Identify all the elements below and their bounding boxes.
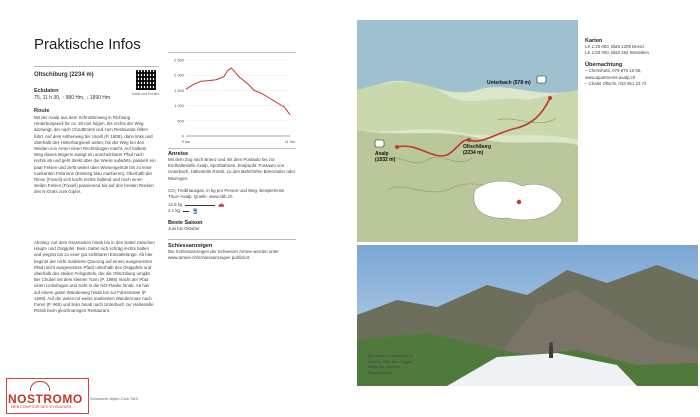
logo-text: NOSTROMO	[8, 392, 83, 406]
route-heading: Route	[34, 108, 50, 114]
location-marker	[517, 200, 521, 204]
co2-car-bar	[185, 205, 215, 207]
saison-heading: Beste Saison	[168, 219, 203, 226]
uebernachtung-line-3: – Chalet Oltschi, 033 951 23 74	[585, 80, 647, 86]
co2-car-value: 12.8 kg	[168, 202, 183, 208]
qr-code[interactable]	[136, 70, 156, 90]
y-tick-label: 1 500	[173, 87, 184, 93]
x-tick-label: 0 km	[181, 139, 191, 144]
info-sidebar	[585, 38, 695, 87]
saison-text: Juni bis Oktober	[168, 225, 200, 231]
label-axalp: Axalp (1532 m)	[375, 151, 396, 163]
car-icon: 🚗	[218, 202, 225, 209]
eckdaten-values: T5, 11 h 30, ↑ 980 Hm, ↓ 1890 Hm	[34, 95, 111, 101]
karten-line-2: LK 1:50 000, Blatt 254 Interlaken	[585, 50, 649, 56]
schiess-heading: Schiessanzeigen	[168, 242, 213, 249]
train-icon: 🚆	[191, 208, 199, 215]
y-tick-label: 500	[177, 118, 184, 124]
anreise-text: Mit dem Zug nach Brienz und mit dem Postauto bis zur Endhaltestelle Axalp, Sportbahnen. Endpunkt: Postauto von Unterbach, Haltestelle Rössli, zu den Bahnhöfen Brienzwiler oder Meiringen.	[168, 157, 296, 181]
karten-line-1: LK 1:25 000, Blatt 1209 Brienz	[585, 44, 645, 49]
route-map[interactable]	[357, 20, 578, 242]
end-point	[548, 96, 552, 100]
logo-arch-icon	[30, 381, 50, 391]
label-oltschiburg: Oltschiburg (2234 m)	[463, 144, 492, 156]
logo-subtext: WEB COMPTOIR DES VOYAGEURS	[11, 405, 72, 409]
y-tick-label: 0	[181, 133, 184, 139]
anreise-section	[168, 150, 296, 261]
chart-divider	[168, 52, 296, 53]
photo-hiker	[549, 346, 553, 358]
elevation-chart	[168, 54, 296, 150]
y-tick-label: 2 500	[173, 57, 184, 63]
route-text-descent: Abstieg: Auf dem Grasrücken hinab bis in den Sattel zwischen Haupt- und Ostgipfel. Beim Sattel sich schräg rechts halten und weglos bis zu einer gut sichtbaren Einsattelunge. Ab hier beginnt der nicht markierte Querung auf einem ausgesetzten Pfad (nicht ausgesetzten Pfad) unterhalb des Ostgipfels und oberhalb des steilen Felsgürtels, der die Oltschiburg umgibt. Bei Chubel mit dem kleinen Turm (P. 1886) macht der Pfad einen Linksbogen und zieht in die NO-Flanke hinab. Ab hier auf einem guten Wanderweg hinab bis zur Fahrstrasse (P. 1509). Auf der weiss-rot weiss markierten Wanderroute nach Furen (P. 965) und links hinab nach Unterbach zur Haltestelle Rössli beim gleichnamigen Restaurant.	[34, 240, 155, 314]
route-text: Mit der Axalp aus dem Schnitzlenweg in Richtung Hinterburgseeli für ca. 30 min folgen, bis rechts der Weg abzweigt, der nach Chrutttmetti und zum Restaurant Hilten führt. Auf dem Höhenweg bis Unarli (P. 1805), dann links und oberhalb des Hinterburgseeli weiter, bis der Weg bei den Weiden von Arnen einen Rechtsbogen macht. Auf halbem Weg dieses Bogens zweigt ein unscheinbarer Pfad nach rechts ab und geht direkt über die Wiese aufwärts, passiert ein paar Felsen und zieht weiter über Wiesengelnde bis zu einer markanten Felsrinne (Einstieg blau markieren). Oberhalb der Rinne (Fixseil) sich leicht rechts haltend und noch einen steilen Felsen (Fixseil) passierend bis auf den breiten Rücken des N-Grats zum Gipfel.	[34, 115, 156, 195]
eckdaten-heading: Eckdaten	[34, 88, 59, 94]
peak-name: Oltschiburg (2234 m)	[34, 72, 94, 78]
qr-caption: Karte und Routen	[132, 92, 160, 96]
schiess-text: Die Schiessanzeigen der Schweizer Armee werden unter www.armee.ch/schiessanzeigen publiziert.	[168, 248, 279, 261]
x-tick-label: 11 km	[284, 139, 296, 144]
uebernachtung-line-2: www.apartments-axalp.ch	[585, 74, 636, 80]
anreise-heading: Anreise	[168, 151, 189, 157]
photo-caption: Ein letztes Schneefeld im Abstieg über den Ostgrat, längs der routierte Wanderfhrern	[368, 353, 414, 375]
co2-train-bar	[183, 211, 189, 213]
divider	[34, 66, 159, 67]
start-point	[395, 145, 399, 149]
co2-text: CO₂ Treibhausgas, in kg pro Person und Weg. Beispielreise Thun–Axalp. Quelle: www.sbb.ch	[168, 187, 285, 200]
summit-point	[467, 138, 471, 142]
y-tick-label: 2 000	[173, 72, 184, 78]
photo-hiker-head	[549, 342, 553, 346]
page-title: Praktische Infos	[34, 36, 141, 53]
co2-train-value: 2.1 kg	[168, 208, 180, 214]
bus-icon-axalp	[375, 140, 384, 147]
uebernachtung-heading: Übernachtung	[585, 62, 623, 69]
label-unterbach: Unterbach (578 m)	[487, 80, 531, 86]
uebernachtung-line-1: – Chemihutti, 079 876 16 55,	[585, 68, 642, 74]
y-tick-label: 1 000	[173, 103, 184, 109]
footer-text: Schweizer Alpen-Club SAC	[90, 396, 139, 401]
co2-train-row	[168, 208, 296, 214]
bus-icon-unterbach	[537, 76, 546, 83]
karten-heading: Karten	[585, 38, 603, 44]
